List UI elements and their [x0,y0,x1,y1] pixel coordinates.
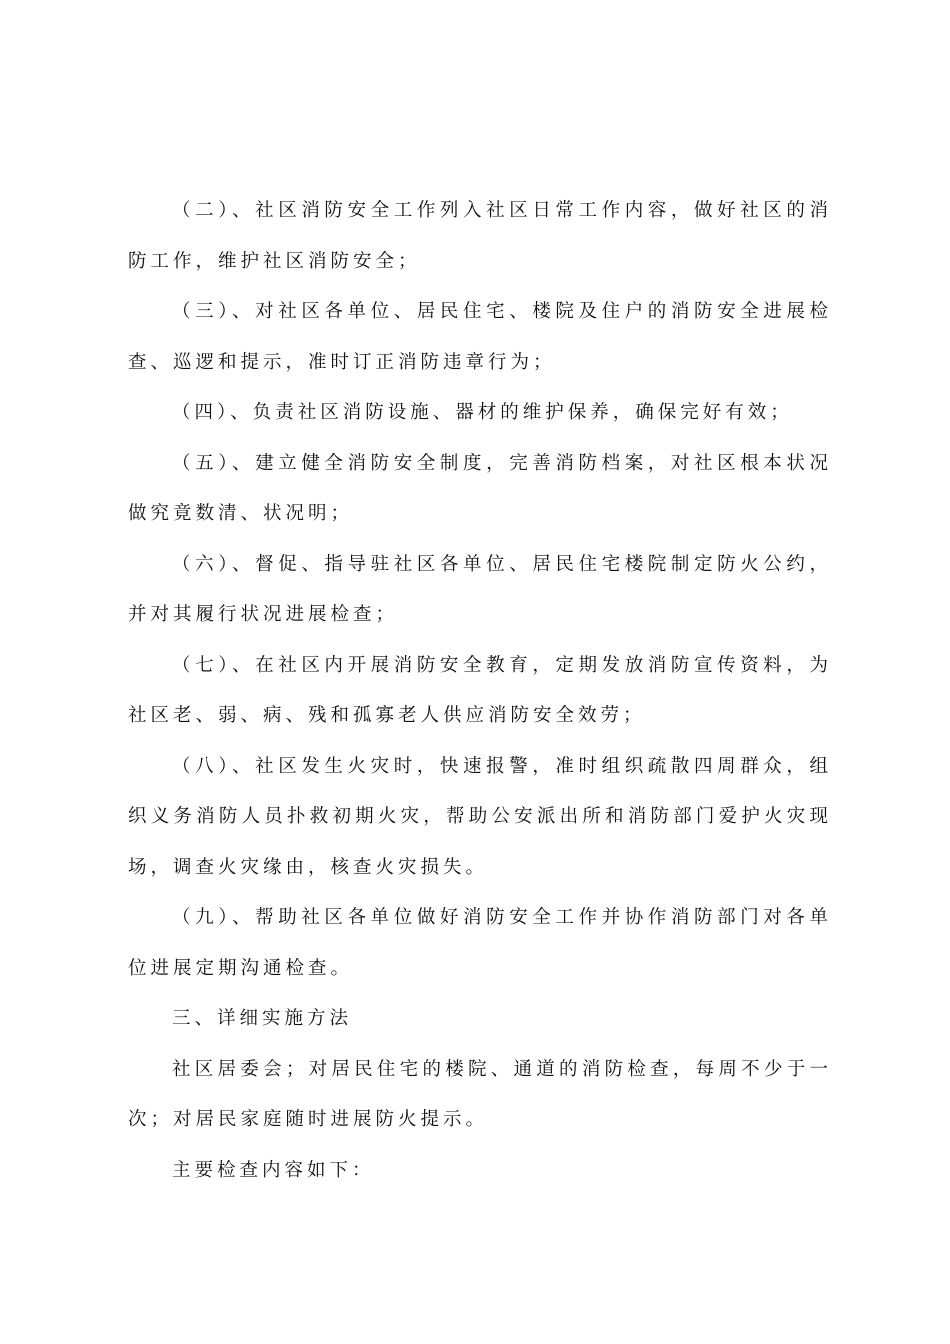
text-line: 场，调查火灾缘由，核查火灾损失。 [128,856,489,878]
text-line: 社区居委会；对居民住宅的楼院、通道的消防检查，每周不少于一 [172,1058,832,1080]
paragraph-3 [128,287,832,388]
text-line: 做究竟数清、状况明； [128,503,354,524]
text-line: 社区老、弱、病、残和孤寡老人供应消防安全效劳； [128,705,646,726]
paragraph-7 [128,641,832,742]
text-line: （七）、在社区内开展消防安全教育，定期发放消防宣传资料，为 [172,654,832,676]
text-line: 查、巡逻和提示，准时订正消防违章行为； [128,351,556,373]
paragraph-8 [128,742,832,894]
heading-text: 三、详细实施方法 [172,1008,353,1029]
text-line: 次；对居民家庭随时进展防火提示。 [128,1109,489,1130]
section-heading-3 [128,994,832,1045]
paragraph-11 [128,1146,832,1197]
text-line: 位进展定期沟通检查。 [128,957,354,979]
document-body [128,186,832,1196]
paragraph-9 [128,893,832,994]
text-line: （九）、帮助社区各单位做好消防安全工作并协作消防部门对各单 [172,907,832,928]
paragraph-6 [128,540,832,641]
paragraph-2 [128,186,832,287]
text-line: 防工作，维护社区消防安全； [128,250,421,272]
text-line: 织义务消防人员扑救初期火灾，帮助公安派出所和消防部门爱护火灾现 [128,806,832,827]
text-line: 并对其履行状况进展检查； [128,604,399,625]
text-line: （五）、建立健全消防安全制度，完善消防档案，对社区根本状况 [172,452,832,474]
paragraph-10 [128,1045,832,1146]
text-line: （六）、督促、指导驻社区各单位、居民住宅楼院制定防火公约， [172,553,832,575]
text-line: （三）、对社区各单位、居民住宅、楼院及住户的消防安全进展检 [172,301,832,322]
text-line: 主要检查内容如下： [172,1159,375,1181]
paragraph-5 [128,439,832,540]
text-line: （四）、负责社区消防设施、器材的维护保养，确保完好有效； [172,402,793,423]
text-line: （二）、社区消防安全工作列入社区日常工作内容，做好社区的消 [172,200,832,221]
text-line: （八）、社区发生火灾时，快速报警，准时组织疏散四周群众，组 [172,755,832,777]
paragraph-4 [128,388,832,439]
